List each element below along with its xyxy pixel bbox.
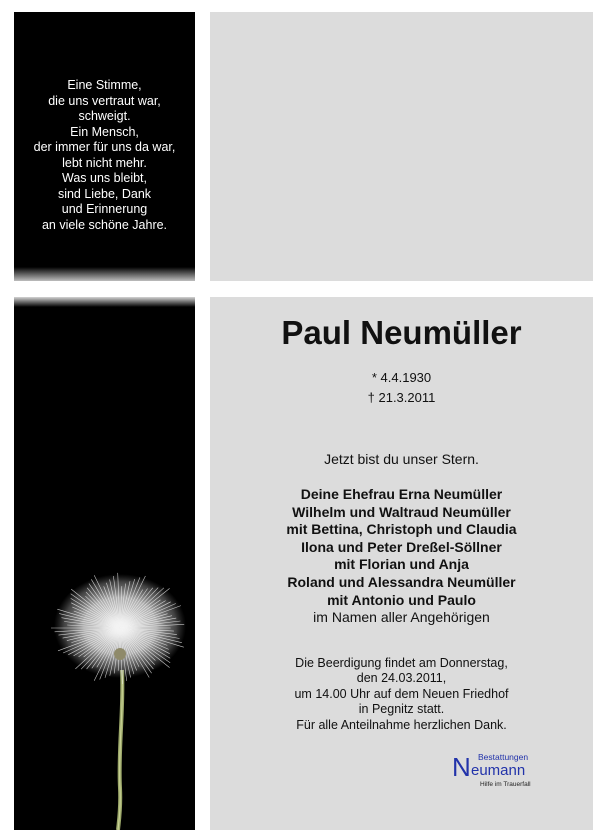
funeral-line: um 14.00 Uhr auf dem Neuen Friedhof <box>294 686 509 701</box>
funeral-line: in Pegnitz statt. <box>358 702 445 717</box>
family-line: Deine Ehefrau Erna Neumüller <box>300 486 503 502</box>
family-line: mit Antonio und Paulo <box>327 591 476 608</box>
poem-line: lebt nicht mehr. <box>62 155 147 170</box>
divider-strip <box>210 281 593 297</box>
life-dates <box>210 368 593 408</box>
poem-line: Eine Stimme, <box>67 78 142 92</box>
poem-line: der immer für uns da war, <box>33 140 176 154</box>
funeral-home-logo <box>452 752 552 792</box>
poem-panel <box>14 12 195 281</box>
poem-line: an viele schöne Jahre. <box>41 217 168 232</box>
family-line: Roland und Alessandra Neumüller <box>287 573 516 590</box>
funeral-line: Für alle Anteilnahme herzlichen Dank. <box>296 717 507 732</box>
funeral-line: Die Beerdigung findet am Donnerstag, <box>295 656 508 670</box>
funeral-line: den 24.03.2011, <box>356 671 447 686</box>
logo-top-text: Bestattungen <box>478 752 529 762</box>
logo-name: eumann <box>471 762 526 779</box>
verse-line: Jetzt bist du unser Stern. <box>324 451 479 467</box>
poem-line: und Erinnerung <box>61 202 148 216</box>
family-closing: im Namen aller Angehörigen <box>313 609 490 626</box>
poem-text <box>14 78 195 233</box>
funeral-info <box>210 656 593 733</box>
death-date: † 21.3.2011 <box>367 390 436 405</box>
birth-date: * 4.4.1930 <box>371 370 432 385</box>
dandelion-image <box>14 558 195 830</box>
logo-tagline: Hilfe im Trauerfall <box>480 781 531 788</box>
family-line: Ilona und Peter Dreßel-Söllner <box>301 538 502 555</box>
top-gray-panel <box>210 12 593 281</box>
poem-line: sind Liebe, Dank <box>57 186 152 201</box>
poem-line: Was uns bleibt, <box>62 171 147 185</box>
poem-line: die uns vertraut war, <box>48 93 161 108</box>
family-list <box>210 486 593 627</box>
poem-line: schweigt. <box>78 109 131 123</box>
deceased-name: Paul Neumüller <box>281 314 522 351</box>
family-line: mit Florian und Anja <box>334 556 469 573</box>
family-line: mit Bettina, Christoph und Claudia <box>286 521 517 538</box>
logo-initial: N <box>452 752 471 782</box>
poem-line: Ein Mensch, <box>70 124 139 139</box>
family-line: Wilhelm und Waltraud Neumüller <box>292 503 511 520</box>
